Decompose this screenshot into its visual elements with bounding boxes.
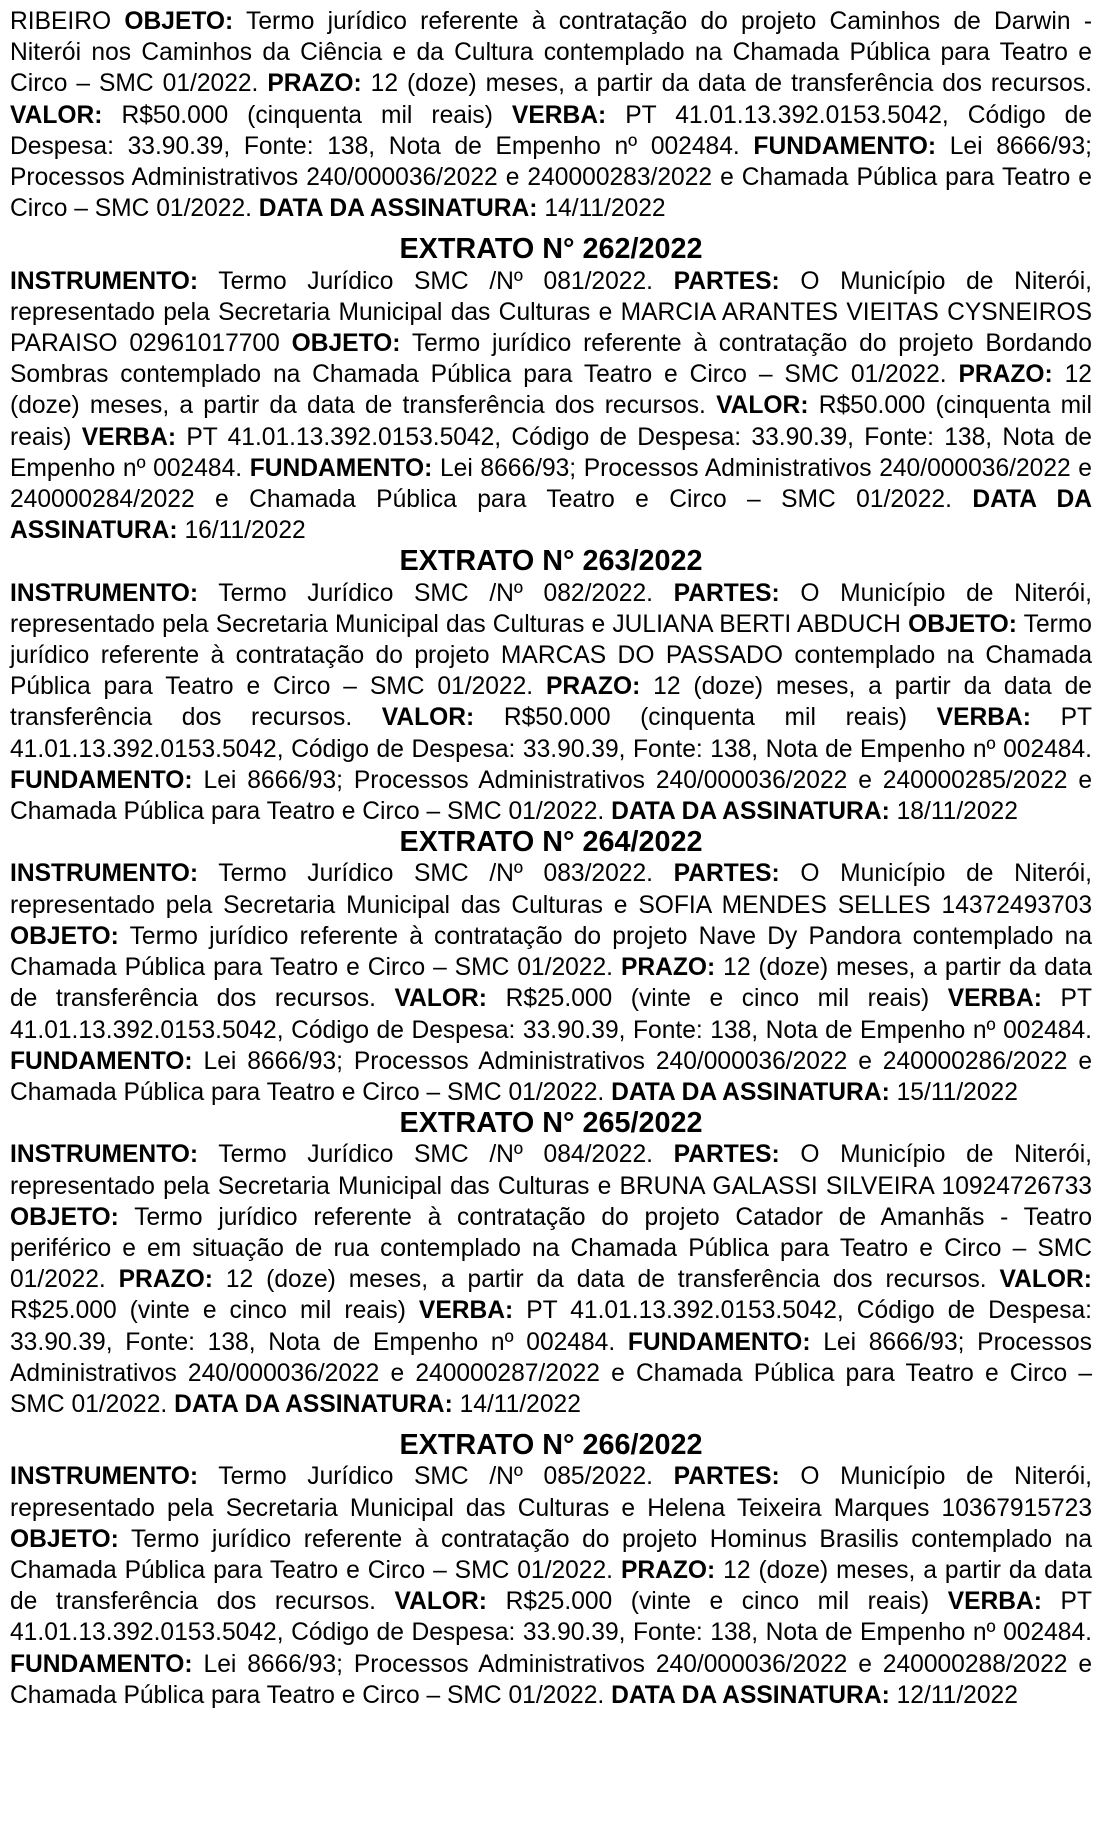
partes-label: PARTES: (673, 579, 780, 607)
verba-text: PT 41.01.13.392.0153.5042, Código de Despesa: 33.90.39, Fonte: 138, Nota de Empenho nº 002484. (10, 101, 1093, 160)
instrumento-text: Termo Jurídico SMC /Nº 082/2022. (218, 579, 653, 607)
objeto-text: Termo jurídico referente à contratação do projeto Bordando Sombras contemplado na Chamada Pública para Teatro e Circo – SMC 01/2022. (10, 330, 1092, 389)
extract-continuation (10, 6, 1092, 224)
extract-title: EXTRATO N° 263/2022 (399, 545, 703, 578)
instrumento-label: INSTRUMENTO: (10, 267, 199, 295)
partes-text: O Município de Niterói, representado pela Secretaria Municipal das Culturas e BRUNA GALASSI SILVEIRA 10924726733 (10, 1141, 1092, 1200)
fundamento-label: FUNDAMENTO: (10, 1650, 193, 1678)
fundamento-text: Lei 8666/93; Processos Administrativos 240/000036/2022 e 240000285/2022 e Chamada Pública para Teatro e Circo – SMC 01/2022. (10, 766, 1093, 826)
prazo-text: 12 (doze) meses, a partir da data de transferência dos recursos. (10, 673, 1092, 732)
data-assinatura-value: 16/11/2022 (184, 517, 306, 545)
valor-label: VALOR: (394, 1588, 487, 1616)
objeto-label: OBJETO: (291, 330, 401, 358)
extract-title: EXTRATO N° 262/2022 (399, 233, 703, 266)
partes-text: O Município de Niterói, representado pela Secretaria Municipal das Culturas e JULIANA BERTI ABDUCH (10, 579, 1092, 638)
verba-text: PT 41.01.13.392.0153.5042, Código de Despesa: 33.90.39, Fonte: 138, Nota de Empenho nº 002484. (10, 423, 1092, 482)
extract-title: EXTRATO N° 265/2022 (399, 1107, 703, 1140)
partes-text: O Município de Niterói, representado pela Secretaria Municipal das Culturas e SOFIA MENDES SELLES 14372493703 (10, 860, 1092, 919)
instrumento-label: INSTRUMENTO: (10, 1141, 199, 1169)
partes-label: PARTES: (673, 1463, 780, 1491)
fundamento-text: Lei 8666/93; Processos Administrativos 240/000036/2022 e 240000283/2022 e Chamada Pública para Teatro e Circo – SMC 01/2022. (10, 132, 1092, 223)
prazo-text: 12 (doze) meses, a partir da data de transferência dos recursos. (10, 361, 1092, 420)
verba-text: PT 41.01.13.392.0153.5042, Código de Despesa: 33.90.39, Fonte: 138, Nota de Empenho nº 002484. (10, 1588, 1092, 1647)
partes-label: PARTES: (673, 267, 780, 295)
partes-label: PARTES: (673, 860, 780, 888)
prazo-label: PRAZO: (958, 361, 1053, 389)
data-assinatura-label: DATA DA ASSINATURA: (611, 1681, 890, 1709)
data-assinatura-label: DATA DA ASSINATURA: (258, 195, 538, 223)
objeto-text: Termo jurídico referente à contratação do projeto MARCAS DO PASSADO contemplado na Chamada Pública para Teatro e Circo – SMC 01/2022. (10, 610, 1092, 701)
fundamento-label: FUNDAMENTO: (10, 1047, 193, 1075)
extract-body (10, 1461, 1092, 1711)
instrumento-text: Termo Jurídico SMC /Nº 083/2022. (218, 860, 653, 888)
fundamento-text: Lei 8666/93; Processos Administrativos 240/000036/2022 e 240000286/2022 e Chamada Pública para Teatro e Circo – SMC 01/2022. (10, 1047, 1093, 1106)
verba-label: VERBA: (81, 423, 177, 451)
instrumento-text: Termo Jurídico SMC /Nº 085/2022. (218, 1463, 653, 1491)
instrumento-label: INSTRUMENTO: (10, 1463, 199, 1491)
valor-text: R$25.000 (vinte e cinco mil reais) (10, 1297, 406, 1325)
data-assinatura-value: 14/11/2022 (544, 195, 666, 223)
fundamento-label: FUNDAMENTO: (627, 1328, 811, 1356)
instrumento-text: Termo Jurídico SMC /Nº 084/2022. (218, 1141, 653, 1169)
verba-text: PT 41.01.13.392.0153.5042, Código de Despesa: 33.90.39, Fonte: 138, Nota de Empenho nº 002484. (10, 704, 1092, 763)
valor-text: R$50.000 (cinquenta mil reais) (10, 392, 1092, 451)
data-assinatura-label: DATA DA ASSINATURA: (174, 1390, 453, 1418)
data-assinatura-value: 18/11/2022 (896, 798, 1018, 826)
prazo-text: 12 (doze) meses, a partir da data de transferência dos recursos. (10, 954, 1092, 1013)
prazo-label: PRAZO: (620, 1556, 716, 1584)
extract-title: EXTRATO N° 264/2022 (399, 826, 703, 859)
fundamento-label: FUNDAMENTO: (10, 766, 193, 794)
prazo-text: 12 (doze) meses, a partir da data de transferência dos recursos. (10, 1556, 1092, 1616)
extract-body (10, 858, 1092, 1108)
verba-label: VERBA: (947, 985, 1042, 1013)
objeto-label: OBJETO: (10, 1203, 119, 1231)
verba-label: VERBA: (511, 101, 607, 129)
data-assinatura-label: DATA DA ASSINATURA: (611, 1078, 890, 1106)
valor-text: R$25.000 (vinte e cinco mil reais) (505, 1588, 930, 1616)
prazo-label: PRAZO: (546, 673, 641, 701)
valor-text: R$50.000 (cinquenta mil reais) (121, 101, 493, 129)
extract-body (10, 1139, 1092, 1420)
objeto-text: Termo jurídico referente à contratação do projeto Catador de Amanhãs - Teatro periférico e em situação de rua contemplado na Chamada Pública para Teatro e Circo – SMC 01/2022. (10, 1203, 1093, 1294)
data-assinatura-value: 14/11/2022 (459, 1390, 581, 1418)
fundamento-text: Lei 8666/93; Processos Administrativos 240/000036/2022 e 240000284/2022 e Chamada Pública para Teatro e Circo – SMC 01/2022. (10, 454, 1092, 514)
verba-text: PT 41.01.13.392.0153.5042, Código de Despesa: 33.90.39, Fonte: 138, Nota de Empenho nº 002484. (10, 985, 1092, 1044)
valor-text: R$25.000 (vinte e cinco mil reais) (505, 985, 930, 1013)
verba-label: VERBA: (418, 1297, 514, 1325)
extract-body (10, 578, 1092, 828)
objeto-text: Termo jurídico referente à contratação do projeto Hominus Brasilis contemplado na Chamada Pública para Teatro e Circo – SMC 01/2022. (10, 1525, 1093, 1584)
objeto-label: OBJETO: (124, 8, 234, 35)
fundamento-label: FUNDAMENTO: (249, 454, 433, 482)
valor-label: VALOR: (10, 101, 103, 129)
valor-label: VALOR: (999, 1266, 1092, 1294)
instrumento-text: Termo Jurídico SMC /Nº 081/2022. (218, 267, 653, 295)
verba-label: VERBA: (936, 704, 1031, 732)
prazo-label: PRAZO: (118, 1266, 213, 1294)
valor-label: VALOR: (381, 704, 475, 732)
instrumento-label: INSTRUMENTO: (10, 860, 199, 888)
prazo-text: 12 (doze) meses, a partir da data de transferência dos recursos. (225, 1266, 987, 1294)
partes-text: O Município de Niterói, representado pela Secretaria Municipal das Culturas e MARCIA ARANTES VIEITAS CYSNEIROS PARAISO 02961017700 (10, 267, 1092, 358)
partes-text: O Município de Niterói, representado pela Secretaria Municipal das Culturas e Helena Teixeira Marques 10367915723 (10, 1463, 1092, 1522)
extract-title: EXTRATO N° 266/2022 (399, 1429, 703, 1462)
data-assinatura-value: 12/11/2022 (896, 1681, 1018, 1709)
prazo-text: 12 (doze) meses, a partir da data de transferência dos recursos. (370, 70, 1092, 98)
objeto-text: Termo jurídico referente à contratação do projeto Caminhos de Darwin - Niterói nos Caminhos da Ciência e da Cultura contemplado na Chamada Pública para Teatro e Circo – SMC 01/2022. (10, 8, 1093, 98)
intro-lead: RIBEIRO (10, 8, 112, 35)
data-assinatura-label: DATA DA ASSINATURA: (10, 486, 1092, 545)
valor-text: R$50.000 (cinquenta mil reais) (503, 704, 908, 732)
objeto-label: OBJETO: (10, 922, 119, 950)
instrumento-label: INSTRUMENTO: (10, 579, 199, 607)
partes-label: PARTES: (673, 1141, 780, 1169)
fundamento-text: Lei 8666/93; Processos Administrativos 240/000036/2022 e 240000287/2022 e Chamada Pública para Teatro e Circo – SMC 01/2022. (10, 1328, 1092, 1418)
extract-body (10, 266, 1092, 547)
valor-label: VALOR: (716, 392, 809, 420)
objeto-label: OBJETO: (10, 1525, 119, 1553)
data-assinatura-value: 15/11/2022 (896, 1078, 1018, 1106)
valor-label: VALOR: (394, 985, 487, 1013)
prazo-label: PRAZO: (267, 70, 362, 98)
objeto-label: OBJETO: (908, 610, 1017, 638)
objeto-text: Termo jurídico referente à contratação do projeto Nave Dy Pandora contemplado na Chamada Pública para Teatro e Circo – SMC 01/2022. (10, 922, 1092, 982)
fundamento-text: Lei 8666/93; Processos Administrativos 240/000036/2022 e 240000288/2022 e Chamada Pública para Teatro e Circo – SMC 01/2022. (10, 1650, 1093, 1709)
fundamento-label: FUNDAMENTO: (753, 132, 937, 160)
verba-text: PT 41.01.13.392.0153.5042, Código de Despesa: 33.90.39, Fonte: 138, Nota de Empenho nº 002484. (10, 1297, 1092, 1356)
data-assinatura-label: DATA DA ASSINATURA: (611, 798, 890, 826)
prazo-label: PRAZO: (620, 954, 716, 982)
verba-label: VERBA: (947, 1588, 1042, 1616)
